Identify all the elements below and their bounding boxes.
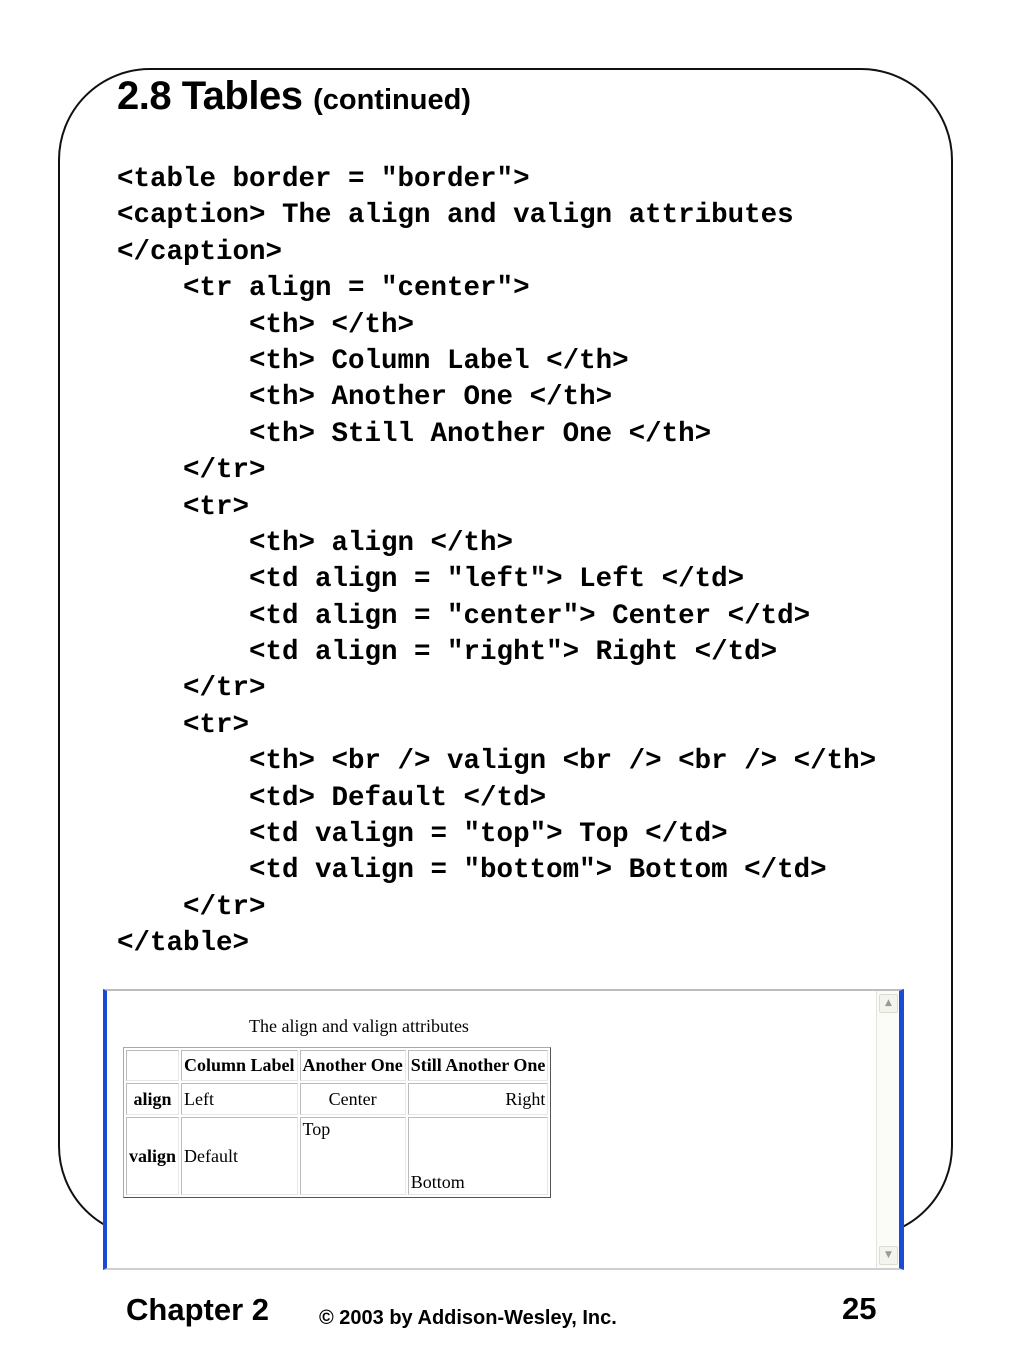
- code-line: </table>: [117, 928, 250, 960]
- scroll-up-arrow-icon[interactable]: ▲: [879, 994, 898, 1013]
- code-line: <th> </th>: [117, 309, 415, 341]
- code-line: </tr>: [117, 455, 266, 487]
- title-suffix: (continued): [313, 84, 471, 116]
- cell-right: Right: [408, 1083, 549, 1115]
- code-line: <td align = "center"> Center </td>: [117, 600, 811, 632]
- cell-bottom: Bottom: [408, 1117, 549, 1195]
- scroll-down-arrow-icon[interactable]: ▼: [879, 1246, 898, 1265]
- cell-default: Default: [181, 1117, 298, 1195]
- cell-center: Center: [300, 1083, 406, 1115]
- demo-table: [123, 1047, 551, 1198]
- code-line: <caption> The align and valign attributes: [117, 200, 794, 232]
- title-main: 2.8 Tables: [117, 74, 303, 118]
- code-line: <td> Default </td>: [117, 782, 547, 814]
- code-line: <td valign = "bottom"> Bottom </td>: [117, 855, 827, 887]
- code-line: <th> align </th>: [117, 527, 514, 559]
- demo-table-caption: The align and valign attributes: [249, 1016, 469, 1036]
- row-header-valign: valign: [126, 1117, 179, 1195]
- browser-screenshot: [103, 989, 904, 1270]
- footer-chapter: Chapter 2: [126, 1292, 269, 1327]
- footer-copyright: © 2003 by Addison-Wesley, Inc.: [319, 1307, 617, 1329]
- table-row: [126, 1050, 548, 1081]
- header-cell: Still Another One: [408, 1050, 549, 1081]
- cell-left: Left: [181, 1083, 298, 1115]
- code-line: </tr>: [117, 673, 266, 705]
- code-line: <tr>: [117, 709, 250, 741]
- page-number: 25: [842, 1291, 877, 1326]
- code-line: <table border = "border">: [117, 164, 530, 195]
- code-line: <th> Column Label </th>: [117, 345, 629, 377]
- code-listing: [117, 162, 876, 963]
- code-line: <tr>: [117, 491, 250, 523]
- header-cell: Column Label: [181, 1050, 298, 1081]
- code-line: <tr align = "center">: [117, 273, 530, 305]
- code-line: <th> Another One </th>: [117, 382, 613, 414]
- code-line: <th> <br /> valign <br /> <br /> </th>: [117, 746, 877, 778]
- code-line: <td valign = "top"> Top </td>: [117, 819, 728, 851]
- table-row: [126, 1117, 548, 1195]
- vertical-scrollbar[interactable]: [876, 991, 899, 1268]
- header-cell-empty: [126, 1050, 179, 1081]
- cell-top: Top: [300, 1117, 406, 1195]
- row-header-align: align: [126, 1083, 179, 1115]
- table-row: [126, 1083, 548, 1115]
- code-line: </tr>: [117, 891, 266, 923]
- header-cell: Another One: [300, 1050, 406, 1081]
- code-line: <td align = "right"> Right </td>: [117, 637, 778, 669]
- code-line: <th> Still Another One </th>: [117, 418, 712, 450]
- code-line: </caption>: [117, 236, 283, 268]
- slide-title: [117, 74, 471, 119]
- code-line: <td align = "left"> Left </td>: [117, 564, 745, 596]
